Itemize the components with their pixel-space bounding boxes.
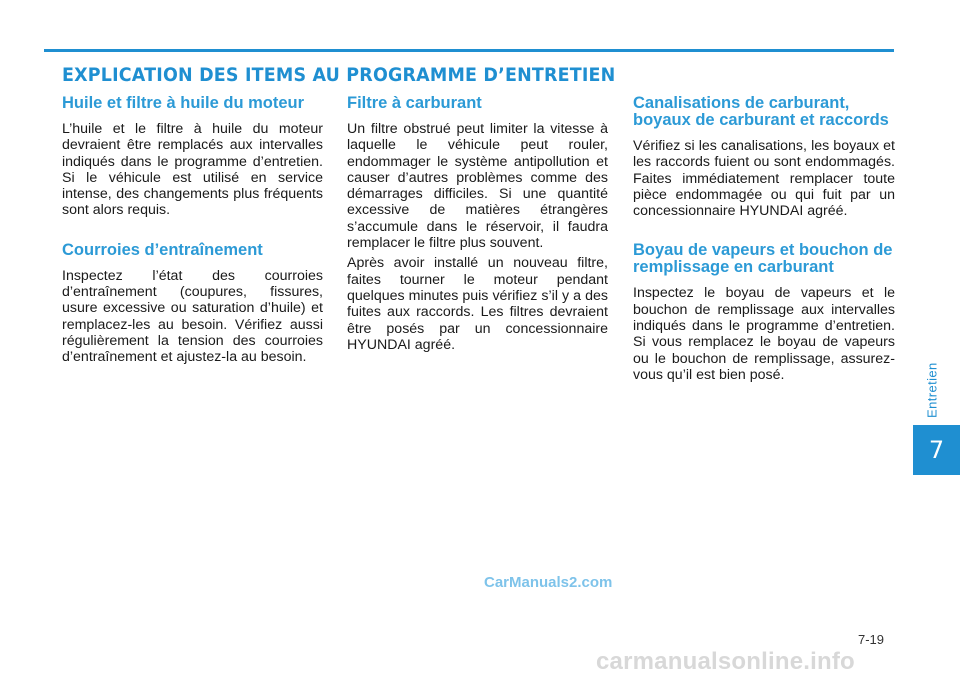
section-drive-belts: [62, 242, 323, 366]
section-paragraph: Vérifiez si les canalisations, les boyaux et les raccords fuient ou sont endommagés. Faites immédiatement remplacer toute pièce endommagée ou qui fuit par un concessionnaire HYUNDAI agréé.: [633, 138, 895, 220]
section-paragraph: Après avoir installé un nouveau filtre, faites tourner le moteur pendant quelques minutes puis vérifiez s’il y a des fuites aux raccords. Les filtres devraient être posés par un concessionnaire HYUNDAI agréé.: [347, 255, 608, 353]
column-left: [62, 95, 323, 389]
section-vapor-hose: [633, 242, 895, 383]
section-heading: Courroies d’entraînement: [62, 240, 263, 259]
column-right: [633, 95, 895, 406]
page-title: EXPLICATION DES ITEMS AU PROGRAMME D’ENTRETIEN: [62, 64, 616, 86]
page-number: 7-19: [858, 632, 885, 647]
chapter-side-label: Entretien: [924, 362, 940, 418]
section-paragraph: Un filtre obstrué peut limiter la vitesse à laquelle le véhicule peut rouler, endommager le système antipollution et causer d’autres problèmes comme des démarrages difficiles. Si une quantité excessive de matières étrangères s’accumule dans le réservoir, il faudra remplacer le filtre plus souvent.: [347, 121, 608, 252]
section-fuel-filter: [347, 95, 608, 353]
chapter-number-tab: 7: [913, 425, 960, 475]
section-heading: Boyau de vapeurs et bouchon de remplissage en carburant: [633, 241, 893, 277]
section-paragraph: Inspectez l’état des courroies d’entraînement (coupures, fissures, usure excessive ou saturation d’huile) et remplacez-les au besoin. Vérifiez aussi régulièrement la tension des courroies d’entraînement et ajustez-la au besoin.: [62, 267, 323, 366]
watermark-carmanuals2: CarManuals2.com: [484, 574, 613, 591]
watermark-carmanualsonline: carmanualsonline.info: [596, 648, 855, 675]
section-engine-oil: [62, 95, 323, 219]
section-paragraph: L’huile et le filtre à huile du moteur devraient être remplacés aux intervalles indiqués dans le programme d’entretien. Si le véhicule est utilisé en service intense, des changements plus fréquents sont alors requis.: [62, 121, 323, 219]
section-heading: Huile et filtre à huile du moteur: [62, 94, 305, 112]
section-heading: Canalisations de carburant, boyaux de carburant et raccords: [633, 94, 889, 129]
section-paragraph: Inspectez le boyau de vapeurs et le bouchon de remplissage aux intervalles indiqués dans le programme d’entretien. Si vous remplacez le boyau de vapeurs ou le bouchon de remplissage, assurez-vous qu’il est bien posé.: [633, 285, 895, 383]
section-fuel-lines: [633, 95, 895, 219]
section-heading: Filtre à carburant: [347, 94, 482, 112]
header-rule: [44, 49, 894, 52]
column-middle: [347, 95, 608, 376]
